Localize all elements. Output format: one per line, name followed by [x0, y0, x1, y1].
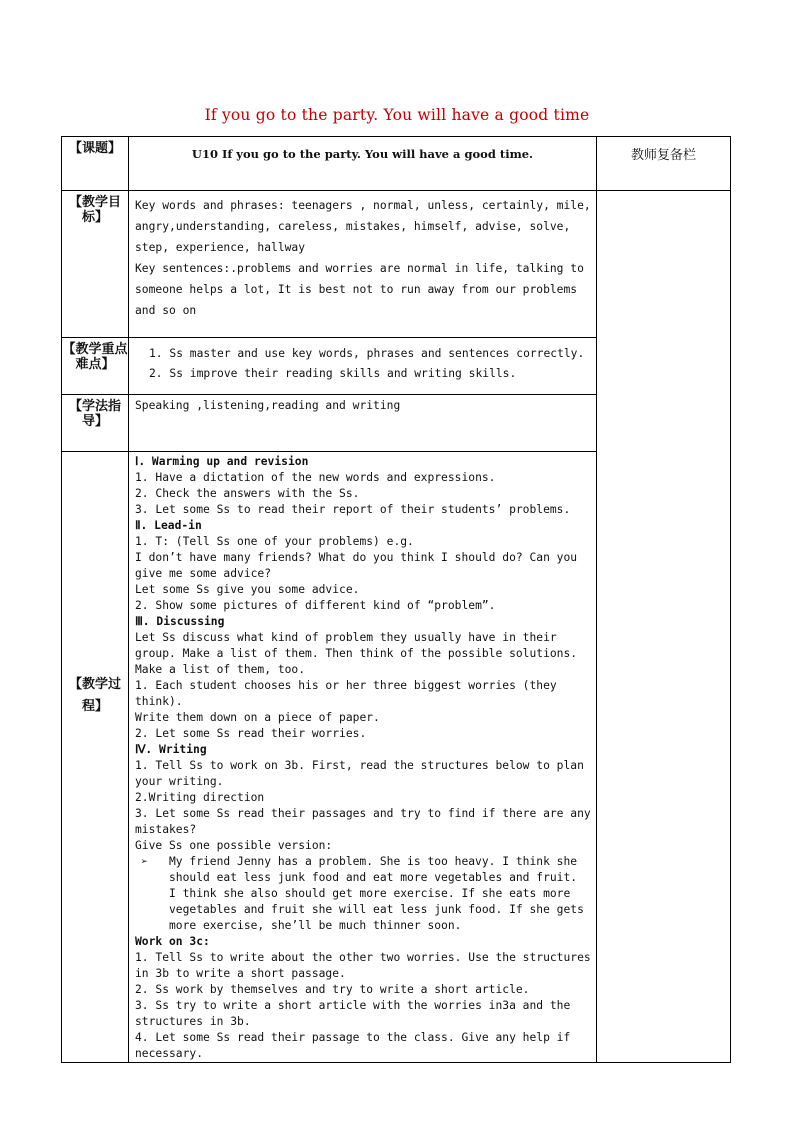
process-line: necessary.: [135, 1047, 204, 1060]
section-heading: Ⅳ. Writing: [135, 743, 207, 756]
process-line: Let Ss discuss what kind of problem they usually have in their: [135, 631, 557, 644]
goals-label: 【教学目标】: [68, 195, 121, 225]
process-line: 3. Let some Ss read their passages and try to find if there are any: [135, 807, 591, 820]
process-line: 1. Tell Ss to write about the other two worries. Use the structures: [135, 951, 591, 964]
key-point-line: 2. Ss improve their reading skills and writing skills.: [149, 367, 517, 380]
teacher-notes-header: 教师复备栏: [630, 148, 696, 163]
version-line: more exercise, she’ll be much thinner soon.: [169, 919, 462, 932]
process-line: 2. Show some pictures of different kind of “problem”.: [135, 599, 496, 612]
process-line: 4. Let some Ss read their passage to the class. Give any help if: [135, 1031, 571, 1044]
process-line: give me some advice?: [135, 567, 272, 580]
process-line: 1. T: (Tell Ss one of your problems) e.g.: [135, 535, 414, 548]
lesson-plan-table: [61, 136, 731, 1063]
goals-row: [62, 191, 731, 338]
process-line: 2. Check the answers with the Ss.: [135, 487, 360, 500]
page-title: If you go to the party. You will have a good time: [204, 106, 590, 124]
goals-line: step, experience, hallway: [135, 241, 306, 254]
teacher-notes-cell: [597, 191, 731, 1063]
goals-line: and so on: [135, 304, 197, 317]
process-line: structures in 3b.: [135, 1015, 251, 1028]
section-heading: Ⅲ. Discussing: [135, 615, 225, 628]
process-line: Make a list of them, too.: [135, 663, 306, 676]
process-line: 2. Let some Ss read their worries.: [135, 727, 367, 740]
topic-row: [62, 137, 731, 191]
topic-text: U10 If you go to the party. You will have a good time.: [191, 147, 534, 161]
goals-line: someone helps a lot, It is best not to run away from our problems: [135, 283, 578, 296]
process-label: 【教学过程】: [68, 677, 121, 714]
key-points-content: [129, 338, 596, 384]
version-line: I think she also should get more exercise. If she eats more: [169, 887, 571, 900]
process-line: 3. Ss try to write a short article with the worries in3a and the: [135, 999, 571, 1012]
process-line: 1. Have a dictation of the new words and expressions.: [135, 471, 496, 484]
process-line: 2. Ss work by themselves and try to write a short article.: [135, 983, 530, 996]
process-line: 1. Each student chooses his or her three biggest worries (they think).: [135, 679, 557, 708]
section-heading: Ⅱ. Lead-in: [135, 519, 202, 532]
key-points-label: 【教学重点难点】: [62, 342, 128, 372]
goals-line: Key words and phrases: teenagers , normal, unless, certainly, mile,: [135, 199, 591, 212]
process-line: mistakes?: [135, 823, 197, 836]
process-line: Write them down on a piece of paper.: [135, 711, 380, 724]
version-block: [135, 854, 591, 934]
process-line: I don’t have many friends? What do you think I should do? Can you: [135, 551, 578, 564]
section-heading: Ⅰ. Warming up and revision: [135, 455, 309, 468]
section-heading: Work on 3c:: [135, 935, 210, 948]
process-line: Let some Ss give you some advice.: [135, 583, 360, 596]
process-line: 1. Tell Ss to work on 3b. First, read the structures below to plan: [135, 759, 584, 772]
process-line: 3. Let some Ss to read their report of their students’ problems.: [135, 503, 571, 516]
method-label: 【学法指导】: [68, 399, 121, 429]
topic-label: 【课题】: [68, 141, 121, 156]
version-line: My friend Jenny has a problem. She is too heavy. I think she: [169, 855, 578, 868]
goals-line: angry,understanding, careless, mistakes, himself, advise, solve,: [135, 220, 571, 233]
process-content: [129, 452, 596, 1062]
version-line: should eat less junk food and eat more vegetables and fruit.: [169, 871, 578, 884]
process-line: Give Ss one possible version:: [135, 839, 333, 852]
arrow-bullet-icon: ➢: [141, 855, 148, 868]
goals-line: Key sentences:.problems and worries are normal in life, talking to: [135, 262, 584, 275]
method-text: Speaking ,listening,reading and writing: [135, 399, 401, 412]
version-line: vegetables and fruit she will eat less junk food. If she gets: [169, 903, 584, 916]
goals-content: [129, 191, 596, 321]
process-line: 2.Writing direction: [135, 791, 265, 804]
key-point-line: 1. Ss master and use key words, phrases and sentences correctly.: [149, 347, 585, 360]
process-line: group. Make a list of them. Then think of the possible solutions.: [135, 647, 578, 660]
process-line: in 3b to write a short passage.: [135, 967, 346, 980]
process-line: your writing.: [135, 775, 224, 788]
